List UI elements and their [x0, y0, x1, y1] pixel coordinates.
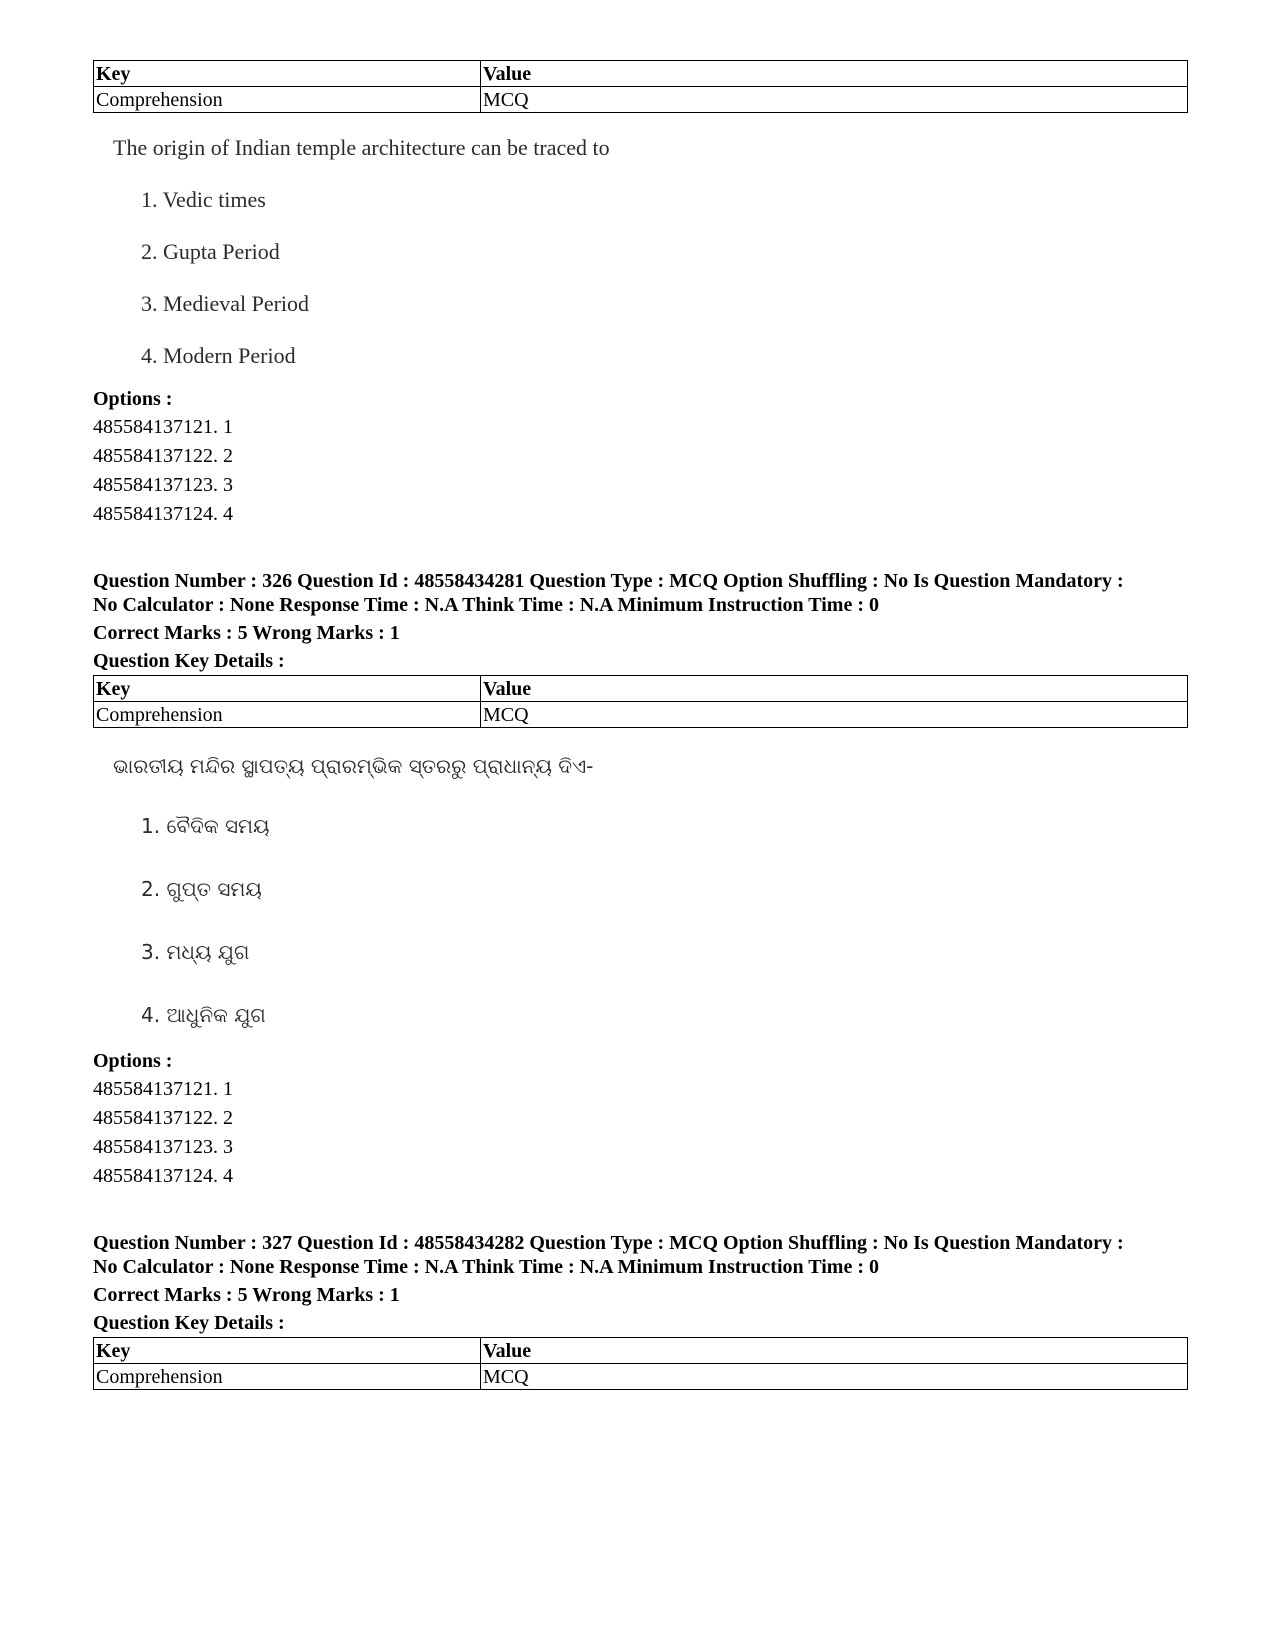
option-id: 485584137121. 1 — [93, 416, 233, 438]
option-id: 485584137123. 3 — [93, 474, 233, 496]
question-stem: The origin of Indian temple architecture can be traced to — [113, 135, 610, 160]
key-header: Key — [94, 61, 481, 87]
choice-item: 1. Vedic times — [141, 187, 266, 212]
choice-item: 3. ମଧ୍ୟ ଯୁଗ — [141, 940, 250, 964]
choice-item: 3. Medieval Period — [141, 291, 310, 316]
option-id: 485584137121. 1 — [93, 1078, 233, 1100]
question-meta: No Calculator : None Response Time : N.A Think Time : N.A Minimum Instruction Time : 0 — [93, 1256, 879, 1278]
value-cell: MCQ — [481, 702, 1188, 728]
question-meta: No Calculator : None Response Time : N.A Think Time : N.A Minimum Instruction Time : 0 — [93, 594, 879, 616]
value-header: Value — [481, 676, 1188, 702]
choice-item: 2. ଗୁପ୍ତ ସମୟ — [141, 877, 262, 901]
key-header: Key — [94, 676, 481, 702]
value-header: Value — [481, 61, 1188, 87]
key-cell: Comprehension — [94, 1364, 481, 1390]
question-meta: Question Number : 327 Question Id : 48558434282 Question Type : MCQ Option Shuffling : No Is Question Mandatory : — [93, 1232, 1124, 1254]
choice-item: 4. ଆଧୁନିକ ଯୁଗ — [141, 1003, 266, 1027]
choice-item: 4. Modern Period — [141, 343, 296, 368]
key-details-label: Question Key Details : — [93, 1312, 285, 1334]
key-details-label: Question Key Details : — [93, 650, 285, 672]
option-id: 485584137122. 2 — [93, 1107, 233, 1129]
question-stem: ଭାରତୀୟ ମନ୍ଦିର ସ୍ଥାପତ୍ୟ ପ୍ରାରମ୍ଭିକ ସ୍ତରରୁ ପ୍ରାଧାନ୍ୟ ଦିଏ- — [113, 754, 594, 778]
question-key-table — [93, 675, 1188, 728]
choice-item: 2. Gupta Period — [141, 239, 280, 264]
option-id: 485584137122. 2 — [93, 445, 233, 467]
value-header: Value — [481, 1338, 1188, 1364]
question-meta: Question Number : 326 Question Id : 48558434281 Question Type : MCQ Option Shuffling : No Is Question Mandatory : — [93, 570, 1124, 592]
key-cell: Comprehension — [94, 87, 481, 113]
option-id: 485584137124. 4 — [93, 1165, 233, 1187]
options-label: Options : — [93, 388, 173, 410]
question-key-table — [93, 1337, 1188, 1390]
marks-line: Correct Marks : 5 Wrong Marks : 1 — [93, 1284, 400, 1306]
option-id: 485584137123. 3 — [93, 1136, 233, 1158]
option-id: 485584137124. 4 — [93, 503, 233, 525]
choice-item: 1. ବୈଦିକ ସମୟ — [141, 814, 270, 838]
value-cell: MCQ — [481, 1364, 1188, 1390]
marks-line: Correct Marks : 5 Wrong Marks : 1 — [93, 622, 400, 644]
options-label: Options : — [93, 1050, 173, 1072]
key-header: Key — [94, 1338, 481, 1364]
question-key-table — [93, 60, 1188, 113]
key-cell: Comprehension — [94, 702, 481, 728]
value-cell: MCQ — [481, 87, 1188, 113]
document-page — [93, 60, 1188, 1390]
